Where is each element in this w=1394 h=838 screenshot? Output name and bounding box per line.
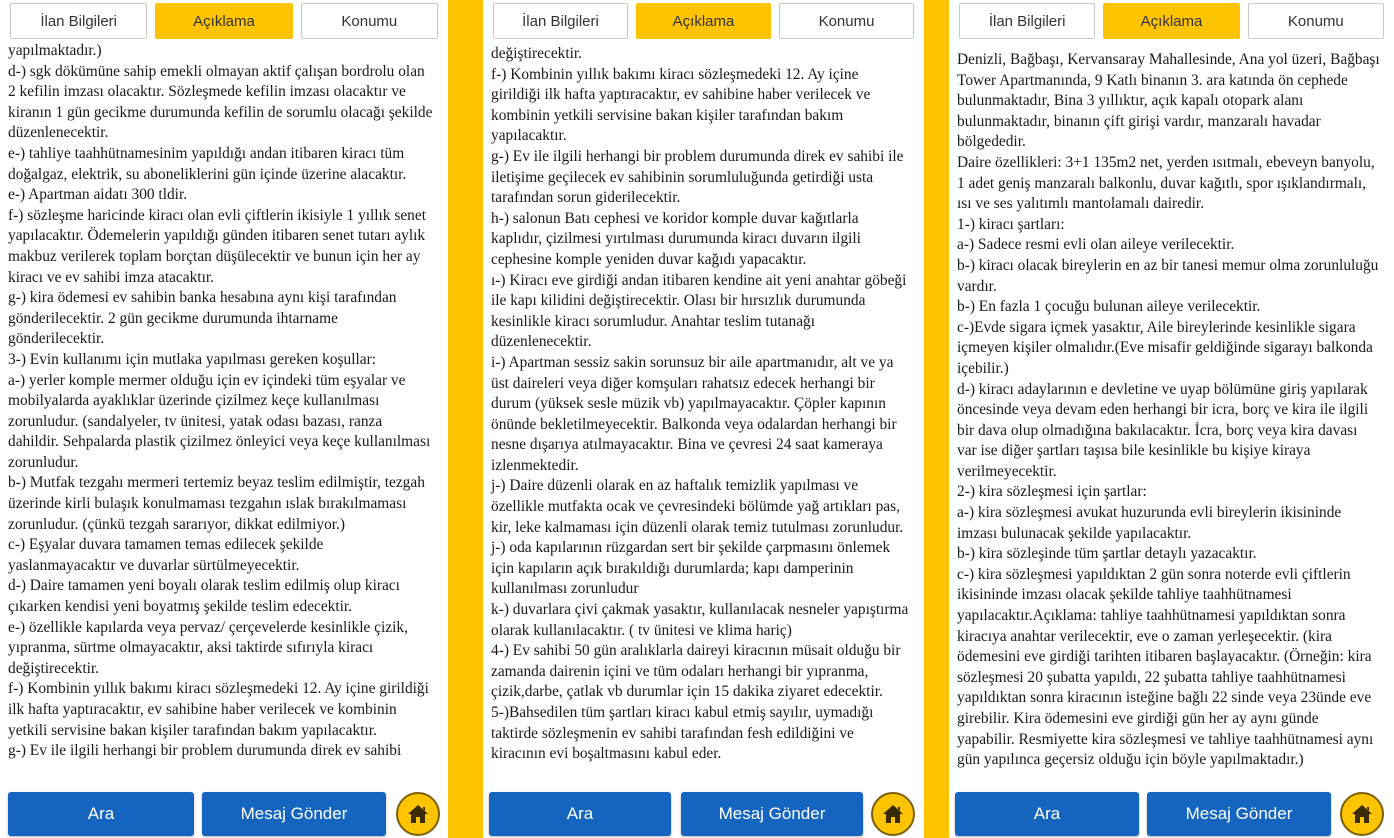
tab-aciklama[interactable]: Açıklama xyxy=(636,3,771,39)
description-screen-3 xyxy=(949,0,1394,838)
description-screen-1 xyxy=(0,0,448,838)
description-paragraph: d-) Daire tamamen yeni boyalı olarak teslim edilmiş olup kiracı çıkarken kendisi yeni boyatmış şekilde teslim edecektir. xyxy=(8,577,400,616)
description-paragraph: b-) kiracı olacak bireylerin en az bir tanesi memur olma zorunluluğu vardır. xyxy=(957,256,1379,295)
call-button[interactable]: Ara xyxy=(8,792,194,836)
description-paragraph: b-) Mutfak tezgahı mermeri tertemiz beyaz teslim edilmiştir, tezgah üzerinde kirli bulaşık konulmaması tezgahın ıslak bırakılmaması zorunludur. (çünkü tezgah sararıyor, dikkat edilmiyor.) xyxy=(8,474,425,533)
call-button[interactable]: Ara xyxy=(955,792,1139,836)
tab-bar xyxy=(0,0,448,42)
tab-konumu[interactable]: Konumu xyxy=(1248,3,1384,39)
tab-aciklama[interactable]: Açıklama xyxy=(1103,3,1239,39)
description-paragraph: e-) Apartman aidatı 300 tldir. xyxy=(8,186,188,204)
description-paragraph: 3-) Evin kullanımı için mutlaka yapılması gereken koşullar: xyxy=(8,350,376,368)
action-bar xyxy=(949,790,1394,838)
description-screen-2 xyxy=(483,0,924,838)
send-message-button[interactable]: Mesaj Gönder xyxy=(202,792,386,836)
description-paragraph: 4-) Ev sahibi 50 gün aralıklarla daireyi kiracının müsait olduğu bir zamanda dairenin içini ve tüm odaları herhangi bir yıpranma, çizik,darbe, çatlak vb durumlar için 15 dakika ziyaret edecektir. xyxy=(491,642,901,701)
home-button[interactable] xyxy=(1340,792,1384,836)
description-paragraph: a-) kira sözleşmesi avukat huzurunda evli bireylerin ikisininde imzası bulunacak şekilde yapılacaktır. xyxy=(957,504,1342,542)
description-paragraph: d-) kiracı adaylarının e devletine ve uyap bölümüne giriş yapılarak öncesinde veya devam eden herhangi bir icra, borç ve kira ile ilgili bir dava olup olmadığına bakılacaktır. İcra, borç veya kira davası var ise diğer şartları taşısa bile kesinlikle bu kişiye kiraya verilmeyecektir. xyxy=(957,380,1369,480)
description-paragraph: c-)Evde sigara içmek yasaktır, Aile bireylerinde kesinlikle sigara içmeyen kişiler olmalıdır.(Eve misafir geldiğinde sigarayı balkonda içebilir.) xyxy=(957,318,1373,377)
tab-bar xyxy=(949,0,1394,42)
description-paragraph: d-) sgk dökümüne sahip emekli olmayan aktif çalışan bordrolu olan 2 kefilin imzası olacaktır. Sözleşmede kefilin imzası olacaktır ve kiranın 1 gün gecikme durumunda kefilin de sorumlu olacağı şekilde düzenlenecektir. xyxy=(8,62,433,142)
send-message-button[interactable]: Mesaj Gönder xyxy=(681,792,863,836)
description-paragraph: k-) duvarlara çivi çakmak yasaktır, kullanılacak nesneler yapıştırma olarak kullanılacaktır. ( tv ünitesi ve klima hariç) xyxy=(491,601,909,639)
description-paragraph: h-) salonun Batı cephesi ve koridor komple duvar kağıtlarla kaplıdır, çizilmesi yırtılması durumunda kiracı duvarın ilgili cephesine komple yeniden duvar kağıdı yapacaktır. xyxy=(491,209,861,268)
description-text[interactable] xyxy=(483,30,924,790)
description-paragraph: i-) Apartman sessiz sakin sorunsuz bir aile apartmanıdır, alt ve ya üst daireleri veya diğer komşuları rahatsız edecek herhangi bir durum (yüksek sesle müzik vb) yapılmayacaktır. Çöpler kapının önünde bekletilmeyecektir. Balkonda veya odalardan herhangi bir nesne dışarıya atılmayacaktır. Bina ve çevresi 24 saat kameraya izlenmektedir. xyxy=(491,353,897,474)
home-button[interactable] xyxy=(396,792,440,836)
tab-konumu[interactable]: Konumu xyxy=(301,3,438,39)
home-icon xyxy=(406,803,430,825)
home-icon xyxy=(1350,803,1374,825)
description-paragraph: ı-) Kiracı eve girdiği andan itibaren kendine ait yeni anahtar göbeği ile kapı kilidini değiştirecektir. Olası bir hırsızlık durumunda kesinlikle kiracı sorumludur. Anahtar teslim tutanağı düzenlenecektir. xyxy=(491,271,907,351)
description-paragraph: c-) kira sözleşmesi yapıldıktan 2 gün sonra noterde evli çiftlerin ikisininde imzası olacak şekilde tahliye taahhütnamesi yapılacaktır.Açıklama: tahliye taahhütnamesi yapıldıktan sonra kiracıya anahtar verilecektir, eve o zaman yerleşecektir. (kira ödemesini eve girdiği tarihten itibaren başlayacaktır. (Örneğin: kira sözleşmesi 20 şubatta yapıldı, 22 şubatta tahliye taahhütnamesi yapıldıktan sonra kiracının isteğine bağlı 22 sinde veya 23ünde eve girebilir. Kira ödemesini eve girdiği gün her ay aynı günde yapabilir. Resmiyette kira sözleşmesi ve tahliye taahhütnamesi aynı gün yapılınca geçersiz olduğu için böyle yapılmaktadır.) xyxy=(957,565,1374,769)
home-button[interactable] xyxy=(871,792,915,836)
description-text[interactable] xyxy=(949,44,1394,790)
tab-aciklama[interactable]: Açıklama xyxy=(155,3,292,39)
action-bar xyxy=(0,790,448,838)
description-paragraph: 2-) kira sözleşmesi için şartlar: xyxy=(957,483,1147,501)
action-bar xyxy=(483,790,924,838)
description-paragraph: c-) Eşyalar duvara tamamen temas edilecek şekilde yaslanmayacaktır ve duvarlar sürtülmeyecektir. xyxy=(8,536,324,574)
description-paragraph: Denizli, Bağbaşı, Kervansaray Mahallesinde, Ana yol üzeri, Bağbaşı Tower Apartmanında, 9 Katlı binanın 3. ara katında ön cephede bulunmaktadır, Bina 3 yıllıktır, açık kapalı otopark alanı bulunmaktadır, binanın çift girişi vardır, manzaralı havadar bölgededir. xyxy=(957,51,1380,151)
description-paragraph: b-) En fazla 1 çocuğu bulunan aileye verilecektir. xyxy=(957,298,1261,316)
description-paragraph: e-) özellikle kapılarda veya pervaz/ çerçevelerde kesinlikle çizik, yıpranma, sürtme olmayacaktır, aksi taktirde sıfırıyla kiracı değiştirecektir. xyxy=(8,618,408,677)
description-paragraph: g-) Ev ile ilgili herhangi bir problem durumunda direk ev sahibi xyxy=(8,742,402,760)
home-icon xyxy=(881,803,905,825)
call-button[interactable]: Ara xyxy=(489,792,671,836)
description-paragraph: f-) sözleşme haricinde kiracı olan evli çiftlerin ikisiyle 1 yıllık senet yapılacaktır. Ödemelerin yapıldığı günden itibaren senet tutarı aylık makbuz verilerek toplam borçtan düşülecektir ve bunun için her ay kiracı ve ev sahibi imza atacaktır. xyxy=(8,206,426,286)
tab-ilan-bilgileri[interactable]: İlan Bilgileri xyxy=(959,3,1095,39)
tab-ilan-bilgileri[interactable]: İlan Bilgileri xyxy=(10,3,147,39)
description-paragraph: b-) kira sözleşinde tüm şartlar detaylı yazacaktır. xyxy=(957,545,1257,563)
description-paragraph: değiştirecektir. xyxy=(491,45,583,62)
description-paragraph: g-) kira ödemesi ev sahibin banka hesabına aynı kişi tarafından gönderilecektir. 2 gün gecikme durumunda ihtarname gönderilecektir. xyxy=(8,289,397,348)
tab-ilan-bilgileri[interactable]: İlan Bilgileri xyxy=(493,3,628,39)
description-paragraph: f-) Kombinin yıllık bakımı kiracı sözleşmedeki 12. Ay içine girildiği ilk hafta yaptıracaktır, ev sahibine haber verilecek ve kombinin yetkili servisine bakan kişiler tarafından bakım yapılacaktır. xyxy=(8,680,429,739)
description-paragraph: e-) tahliye taahhütnamesinim yapıldığı andan itibaren kiracı tüm doğalgaz, elektrik, su aboneliklerini gün içinde üzerine alacaktır. xyxy=(8,144,407,183)
description-text[interactable] xyxy=(0,41,448,790)
description-paragraph: yapılmaktadır.) xyxy=(8,42,102,59)
description-paragraph: j-) Daire düzenli olarak en az haftalık temizlik yapılması ve özellikle mutfakta ocak ve çevresindeki bölümde yağ artıkları pas, kir, leke kalmaması için düzenli olarak temiz tutulması zorunludur. xyxy=(491,477,904,536)
description-paragraph: a-) yerler komple mermer olduğu için ev içindeki tüm eşyalar ve mobilyalarda ayaklıklar üzerinde çizilmez keçe kullanılması zorunludur. (sandalyeler, tv ünitesi, yatak odası bazası, ranza dahildir. Sehpalarda plastik çizilmez önleyici veya keçe kullanılması zorunludur. xyxy=(8,371,431,471)
tab-konumu[interactable]: Konumu xyxy=(779,3,914,39)
description-paragraph: 5-)Bahsedilen tüm şartları kiracı kabul etmiş sayılır, uymadığı taktirde sözleşmenin ev sahibi tarafından fesh edildiğini ve kiracının evi boşaltmasını kabul eder. xyxy=(491,704,874,763)
description-paragraph: f-) Kombinin yıllık bakımı kiracı sözleşmedeki 12. Ay içine girildiği ilk hafta yaptıracaktır, ev sahibine haber verilecek ve kombinin yetkili servisine bakan kişiler tarafından bakım yapılacaktır. xyxy=(491,65,871,145)
description-paragraph: j-) oda kapılarının rüzgardan sert bir şekilde çarpmasını önlemek için kapıların açık bırakıldığı durumlarda; kapı damperinin kullanılması zorunludur xyxy=(491,539,891,598)
send-message-button[interactable]: Mesaj Gönder xyxy=(1147,792,1331,836)
description-paragraph: 1-) kiracı şartları: xyxy=(957,215,1065,233)
description-paragraph: g-) Ev ile ilgili herhangi bir problem durumunda direk ev sahibi ile iletişime geçilecek ev sahibinin sorumluluğunda getirdiği usta tarafından sorun giderilecektir. xyxy=(491,147,904,207)
description-paragraph: Daire özellikleri: 3+1 135m2 net, yerden ısıtmalı, ebeveyn banyolu, 1 adet geniş manzaralı balkonlu, duvar kağıtlı, spor ışıklandırmalı, ısı ve ses yalıtımlı mantolamalı dairedir. xyxy=(957,153,1375,213)
description-paragraph: a-) Sadece resmi evli olan aileye verilecektir. xyxy=(957,236,1235,254)
